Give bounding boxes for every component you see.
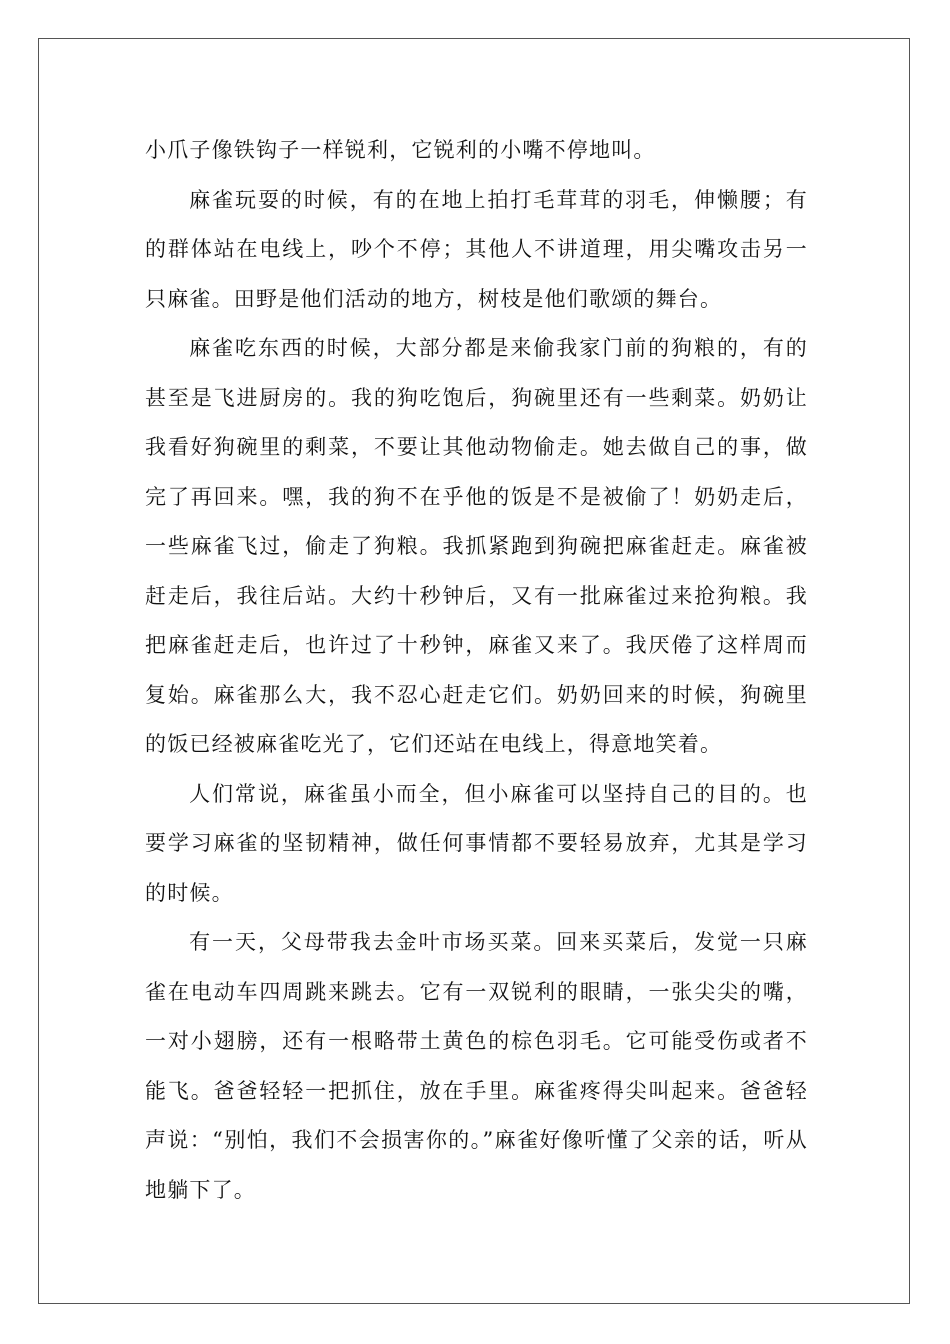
document-body xyxy=(145,126,808,1215)
paragraph-2: 麻雀玩耍的时候，有的在地上拍打毛茸茸的羽毛，伸懒腰；有的群体站在电线上，吵个不停；其他人不讲道理，用尖嘴攻击另一只麻雀。田野是他们活动的地方，树枝是他们歌颂的舞台。 xyxy=(145,187,808,311)
paragraph-1: 小爪子像铁钩子一样锐利，它锐利的小嘴不停地叫。 xyxy=(145,138,656,162)
paragraph-3: 麻雀吃东西的时候，大部分都是来偷我家门前的狗粮的，有的甚至是飞进厨房的。我的狗吃饱后，狗碗里还有一些剩菜。奶奶让我看好狗碗里的剩菜，不要让其他动物偷走。她去做自己的事，做完了再回来。嘿，我的狗不在乎他的饭是不是被偷了！奶奶走后，一些麻雀飞过，偷走了狗粮。我抓紧跑到狗碗把麻雀赶走。麻雀被赶走后，我往后站。大约十秒钟后，又有一批麻雀过来抢狗粮。我把麻雀赶走后，也许过了十秒钟，麻雀又来了。我厌倦了这样周而复始。麻雀那么大，我不忍心赶走它们。奶奶回来的时候，狗碗里的饭已经被麻雀吃光了，它们还站在电线上，得意地笑着。 xyxy=(145,336,808,756)
paragraph-4: 人们常说，麻雀虽小而全，但小麻雀可以坚持自己的目的。也要学习麻雀的坚韧精神，做任何事情都不要轻易放弃，尤其是学习的时候。 xyxy=(145,781,808,905)
paragraph-5: 有一天，父母带我去金叶市场买菜。回来买菜后，发觉一只麻雀在电动车四周跳来跳去。它有一双锐利的眼睛，一张尖尖的嘴，一对小翅膀，还有一根略带土黄色的棕色羽毛。它可能受伤或者不能飞。爸爸轻轻一把抓住，放在手里。麻雀疼得尖叫起来。爸爸轻声说：“别怕，我们不会损害你的。”麻雀好像听懂了父亲的话，听从地躺下了。 xyxy=(145,930,808,1202)
